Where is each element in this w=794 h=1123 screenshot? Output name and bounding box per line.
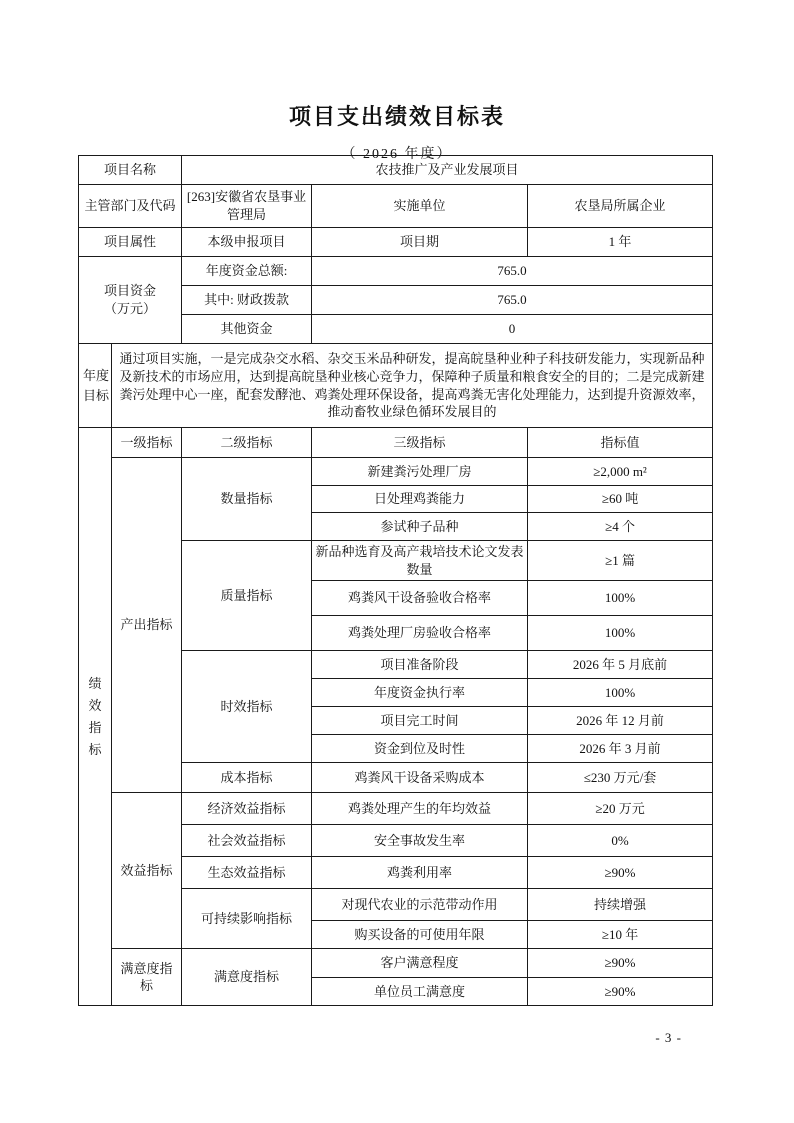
period-value: 1 年 [528,228,713,257]
indicator-value: 0% [528,825,713,857]
page-number: - 3 - [655,1030,682,1045]
indicator-value: 2026 年 12 月前 [528,707,713,735]
indicator-name: 鸡粪利用率 [312,857,528,889]
performance-target-table [78,155,713,1006]
page-subtitle: （ 2026 年度） [341,147,453,162]
indicator-name: 日处理鸡粪能力 [312,486,528,513]
level1-satisfaction: 满意度指标 [112,949,182,1006]
indicator-value: 100% [528,616,713,651]
indicator-value: ≤230 万元/套 [528,763,713,793]
indicator-name: 资金到位及时性 [312,735,528,763]
indicator-name: 年度资金执行率 [312,679,528,707]
attr-label: 项目属性 [79,228,182,257]
indicator-value: 2026 年 5 月底前 [528,651,713,679]
attr-value: 本级申报项目 [182,228,312,257]
impl-unit-value: 农垦局所属企业 [528,185,713,228]
indicator-value: ≥4 个 [528,513,713,541]
dept-label: 主管部门及代码 [79,185,182,228]
indicator-value: 100% [528,581,713,616]
indicator-name: 新品种选育及高产栽培技术论文发表数量 [312,541,528,581]
indicator-value: 持续增强 [528,889,713,921]
indicator-value: ≥20 万元 [528,793,713,825]
table-row [79,344,713,428]
level1-benefit: 效益指标 [112,793,182,949]
table-row [79,793,713,825]
table-row [79,257,713,286]
level2-quantity: 数量指标 [182,458,312,541]
dept-value: [263]安徽省农垦事业管理局 [182,185,312,228]
level2-economic: 经济效益指标 [182,793,312,825]
indicator-value: 100% [528,679,713,707]
table-row [79,428,713,458]
indicator-name: 项目完工时间 [312,707,528,735]
page-title: 项目支出绩效目标表 [288,104,505,129]
period-label: 项目期 [312,228,528,257]
indicator-value: ≥60 吨 [528,486,713,513]
level2-ecological: 生态效益指标 [182,857,312,889]
level2-sustainable: 可持续影响指标 [182,889,312,949]
indicator-name: 鸡粪风干设备验收合格率 [312,581,528,616]
indicator-name: 鸡粪处理厂房验收合格率 [312,616,528,651]
table-row [79,949,713,978]
header-level3: 三级指标 [312,428,528,458]
fund-fiscal-value: 765.0 [312,286,713,315]
indicator-name: 安全事故发生率 [312,825,528,857]
table-row [79,185,713,228]
level2-timeliness: 时效指标 [182,651,312,763]
annual-goal-text: 通过项目实施，一是完成杂交水稻、杂交玉米品种研发，提高皖垦种业种子科技研发能力，实现新品种及新技术的市场应用，达到提高皖垦种业核心竞争力，保障种子质量和粮食安全的目的；二是完成新建粪污处理中心一座，配套发酵池、鸡粪处理环保设备，提高鸡粪无害化处理能力，达到提升资源效率，推动畜牧业绿色循环发展目的 [112,344,713,428]
level1-output: 产出指标 [112,458,182,793]
header-level1: 一级指标 [112,428,182,458]
project-name-label: 项目名称 [79,156,182,185]
performance-indicators-side-label: 绩效指标 [79,428,112,1006]
header-level2: 二级指标 [182,428,312,458]
indicator-name: 对现代农业的示范带动作用 [312,889,528,921]
level2-social: 社会效益指标 [182,825,312,857]
indicator-name: 客户满意程度 [312,949,528,978]
indicator-value: ≥90% [528,978,713,1006]
level2-quality: 质量指标 [182,541,312,651]
indicator-name: 鸡粪风干设备采购成本 [312,763,528,793]
indicator-name: 参试种子品种 [312,513,528,541]
fund-label-line2: （万元） [104,301,157,316]
table-row [79,228,713,257]
fund-fiscal-label: 其中: 财政拨款 [182,286,312,315]
indicator-value: ≥90% [528,949,713,978]
indicator-name: 单位员工满意度 [312,978,528,1006]
indicator-value: ≥1 篇 [528,541,713,581]
fund-other-label: 其他资金 [182,315,312,344]
indicator-name: 新建粪污处理厂房 [312,458,528,486]
project-name-value: 农技推广及产业发展项目 [182,156,713,185]
fund-other-value: 0 [312,315,713,344]
table-row [79,458,713,486]
level2-satisfaction: 满意度指标 [182,949,312,1006]
indicator-value: 2026 年 3 月前 [528,735,713,763]
fund-label-line1: 项目资金 [104,283,157,299]
indicator-value: ≥10 年 [528,921,713,949]
indicator-name: 鸡粪处理产生的年均效益 [312,793,528,825]
fund-label [79,257,182,344]
fund-total-label: 年度资金总额: [182,257,312,286]
impl-unit-label: 实施单位 [312,185,528,228]
indicator-name: 购买设备的可使用年限 [312,921,528,949]
indicator-value: ≥90% [528,857,713,889]
indicator-name: 项目准备阶段 [312,651,528,679]
level2-cost: 成本指标 [182,763,312,793]
header-value: 指标值 [528,428,713,458]
annual-goal-label: 年度目标 [79,344,112,428]
table-row [79,156,713,185]
fund-total-value: 765.0 [312,257,713,286]
indicator-value: ≥2,000 m² [528,458,713,486]
